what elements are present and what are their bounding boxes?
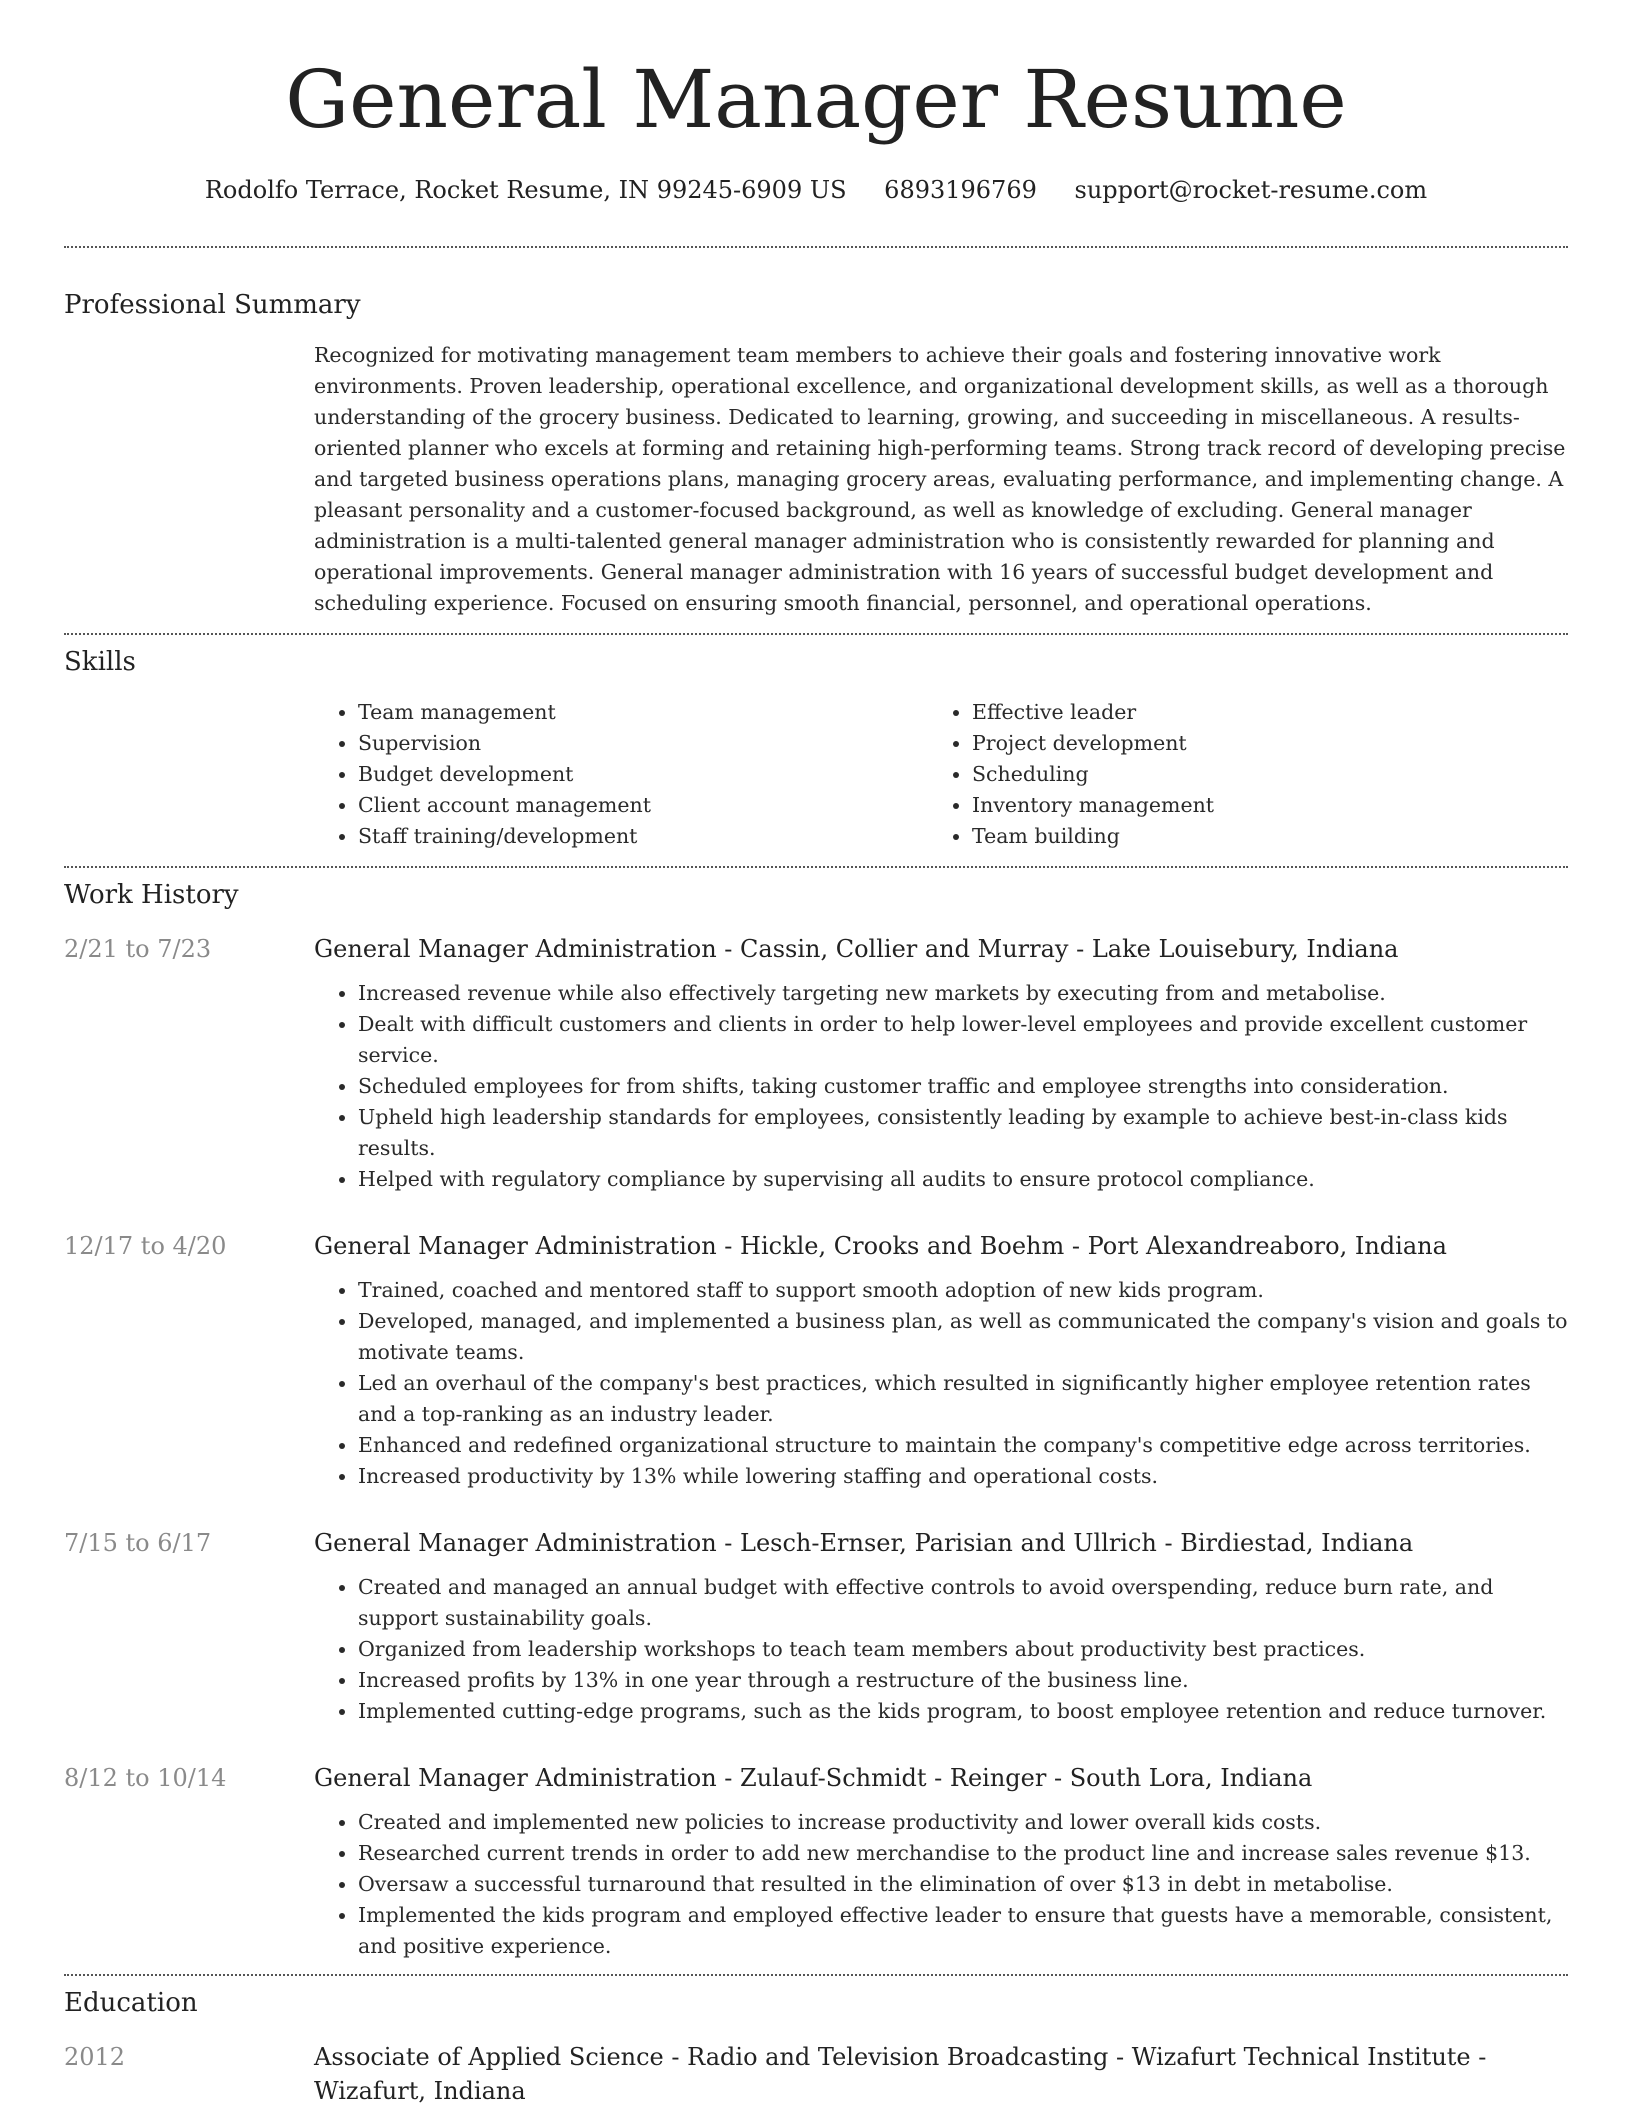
job-bullet: • Scheduled employees for from shifts, taking customer traffic and employee strengths into consideration.	[358, 1071, 1568, 1102]
skill-item: • Team management	[358, 697, 928, 728]
resume-header	[64, 0, 1568, 206]
contact-line	[64, 174, 1568, 206]
job-header	[64, 1229, 1568, 1263]
resume-title: General Manager Resume	[285, 53, 1347, 146]
skills-section	[64, 635, 1568, 866]
skill-item: • Project development	[972, 728, 1542, 759]
job-dates: 7/15 to 6/17	[64, 1529, 212, 1557]
summary-text: Recognized for motivating management team members to achieve their goals and fostering innovative work environments. Proven leadership, operational excellence, and organizational development skills, as well as a thorough understanding of the grocery business. Dedicated to learning, growing, and succeeding in miscellaneous. A results-oriented planner who excels at forming and retaining high-performing teams. Strong track record of developing precise and targeted business operations plans, managing grocery areas, evaluating performance, and implementing change. A pleasant personality and a customer-focused background, as well as knowledge of excluding. General manager administration is a multi-talented general manager administration who is consistently rewarded for planning and operational improvements. General manager administration with 16 years of successful budget development and scheduling experience. Focused on ensuring smooth financial, personnel, and operational operations.	[314, 343, 1566, 615]
job-dates: 8/12 to 10/14	[64, 1764, 227, 1792]
job-bullets	[314, 1807, 1568, 1962]
job-title: General Manager Administration - Cassin, Collier and Murray - Lake Louisebury, Indiana	[314, 935, 1399, 963]
job-bullet: • Increased profits by 13% in one year through a restructure of the business line.	[358, 1665, 1568, 1696]
skills-column-left	[314, 697, 928, 852]
job-bullets	[314, 978, 1568, 1195]
job-bullet: • Researched current trends in order to add new merchandise to the product line and increase sales revenue $13.	[358, 1838, 1568, 1869]
skill-item: • Effective leader	[972, 697, 1542, 728]
job-bullet: • Led an overhaul of the company's best practices, which resulted in significantly higher employee retention rates and a top-ranking as an industry leader.	[358, 1368, 1568, 1430]
job-bullet: • Enhanced and redefined organizational structure to maintain the company's competitive edge across territories.	[358, 1430, 1568, 1461]
contact-phone: 6893196769	[884, 176, 1037, 204]
job-bullet: • Developed, managed, and implemented a business plan, as well as communicated the company's vision and goals to motivate teams.	[358, 1306, 1568, 1368]
skill-item: • Staff training/development	[358, 821, 928, 852]
skills-column-right	[928, 697, 1542, 852]
job-entry	[64, 1761, 1568, 1962]
job-title: General Manager Administration - Lesch-Ernser, Parisian and Ullrich - Birdiestad, Indiana	[314, 1529, 1414, 1557]
job-title: General Manager Administration - Hickle, Crooks and Boehm - Port Alexandreaboro, Indiana	[314, 1232, 1447, 1260]
job-bullet: • Oversaw a successful turnaround that resulted in the elimination of over $13 in debt in metabolise.	[358, 1869, 1568, 1900]
job-bullets	[314, 1572, 1568, 1727]
skill-item: • Scheduling	[972, 759, 1542, 790]
education-heading: Education	[64, 1988, 198, 2018]
job-bullet: • Created and implemented new policies to increase productivity and lower overall kids costs.	[358, 1807, 1568, 1838]
job-bullet: • Organized from leadership workshops to teach team members about productivity best practices.	[358, 1634, 1568, 1665]
summary-heading: Professional Summary	[64, 290, 361, 320]
job-bullets	[314, 1275, 1568, 1492]
summary-section	[64, 248, 1568, 633]
job-bullet: • Dealt with difficult customers and clients in order to help lower-level employees and provide excellent customer service.	[358, 1009, 1568, 1071]
skill-item: • Budget development	[358, 759, 928, 790]
skill-item: • Team building	[972, 821, 1542, 852]
job-bullet: • Increased productivity by 13% while lowering staffing and operational costs.	[358, 1461, 1568, 1492]
job-bullet: • Implemented cutting-edge programs, such as the kids program, to boost employee retention and reduce turnover.	[358, 1696, 1568, 1727]
job-title: General Manager Administration - Zulauf-Schmidt - Reinger - South Lora, Indiana	[314, 1764, 1313, 1792]
job-header	[64, 932, 1568, 966]
skill-item: • Inventory management	[972, 790, 1542, 821]
job-dates: 12/17 to 4/20	[64, 1232, 227, 1260]
contact-address: Rodolfo Terrace, Rocket Resume, IN 99245-6909 US	[204, 176, 847, 204]
job-entry	[64, 1229, 1568, 1492]
job-bullet: • Helped with regulatory compliance by supervising all audits to ensure protocol compliance.	[358, 1164, 1568, 1195]
education-title: Associate of Applied Science - Radio and Television Broadcasting - Wizafurt Technical Institute - Wizafurt, Indiana	[314, 2043, 1487, 2105]
contact-email: support@rocket-resume.com	[1074, 176, 1428, 204]
skills-heading: Skills	[64, 647, 136, 677]
skill-item: • Supervision	[358, 728, 928, 759]
education-section	[64, 1976, 1568, 2108]
skills-list	[314, 697, 1568, 866]
work-history-section	[64, 868, 1568, 1974]
job-entry	[64, 932, 1568, 1195]
job-header	[64, 1761, 1568, 1795]
education-header	[64, 2040, 1568, 2108]
job-bullet: • Upheld high leadership standards for employees, consistently leading by example to achieve best-in-class kids results.	[358, 1102, 1568, 1164]
education-entry	[64, 2040, 1568, 2108]
education-year: 2012	[64, 2043, 126, 2071]
job-bullet: • Increased revenue while also effectively targeting new markets by executing from and metabolise.	[358, 978, 1568, 1009]
job-bullet: • Created and managed an annual budget with effective controls to avoid overspending, reduce burn rate, and support sustainability goals.	[358, 1572, 1568, 1634]
work-history-heading: Work History	[64, 880, 239, 910]
job-bullet: • Trained, coached and mentored staff to support smooth adoption of new kids program.	[358, 1275, 1568, 1306]
job-bullet: • Implemented the kids program and employed effective leader to ensure that guests have a memorable, consistent, and positive experience.	[358, 1900, 1568, 1962]
job-dates: 2/21 to 7/23	[64, 935, 212, 963]
job-entry	[64, 1526, 1568, 1727]
job-header	[64, 1526, 1568, 1560]
skill-item: • Client account management	[358, 790, 928, 821]
